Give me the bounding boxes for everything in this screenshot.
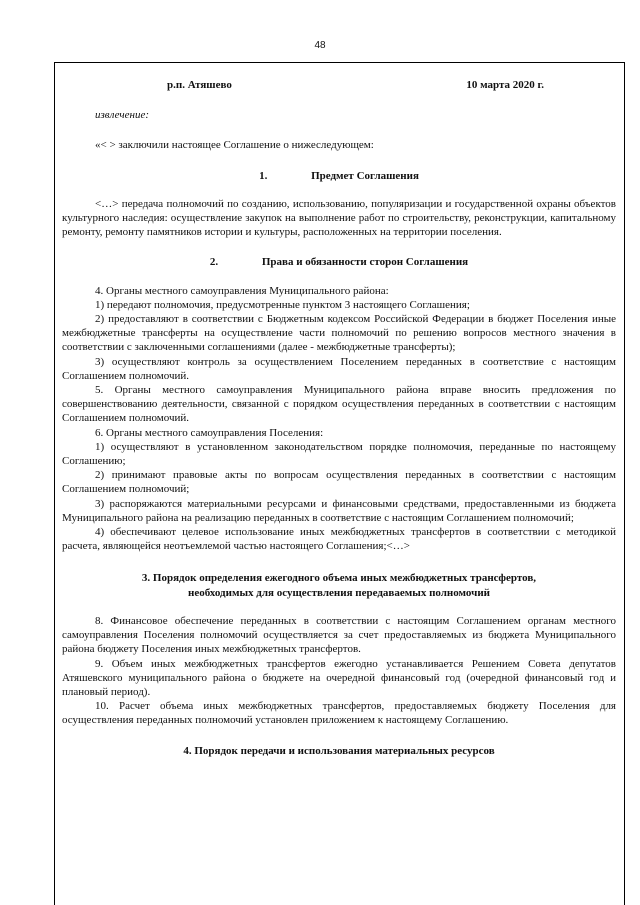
document-body xyxy=(62,78,616,772)
section-3-title-line-2: необходимых для осуществления передаваемых полномочий xyxy=(187,586,491,599)
section-2-paragraph: 3) распоряжаются материальными ресурсами и финансовыми средствами, предоставленными из бюджета Муниципального района на реализацию переданных в соответствие с настоящим Соглашением полномочий; xyxy=(62,497,616,524)
section-3-title-line-1: 3. Порядок определения ежегодного объема иных межбюджетных трансфертов, xyxy=(141,572,537,585)
intro-line: «< > заключили настоящее Соглашение о нижеследующем: xyxy=(95,139,374,152)
section-2-paragraph: 1) осуществляют в установленном законодательством порядке полномочия, переданные по настоящему Соглашению; xyxy=(62,440,616,468)
section-2-title: Права и обязанности сторон Соглашения xyxy=(261,256,469,269)
section-2-paragraph: 6. Органы местного самоуправления Поселения: xyxy=(95,426,324,439)
section-3-paragraph: 8. Финансовое обеспечение переданных в соответствии с настоящим Соглашением органам местного самоуправления Поселения полномочий осуществляется за счет предоставляемых из бюджета Муниципального района бюджету Поселения иных межбюджетных трансфертов. xyxy=(62,614,616,656)
section-3-paragraph: 9. Объем иных межбюджетных трансфертов ежегодно устанавливается Решением Совета депутатов Атяшевского муниципального района о бюджете на очередной финансовый год (очередной финансовый год и плановый период). xyxy=(62,657,616,698)
agreement-header xyxy=(62,78,616,92)
section-2-paragraph: 3) осуществляют контроль за осуществлением Поселением переданных в соответствие с настоящим Соглашением полномочий. xyxy=(62,355,616,382)
section-3-heading xyxy=(62,571,616,599)
section-4-heading: 4. Порядок передачи и использования материальных ресурсов xyxy=(183,744,495,757)
section-1-heading xyxy=(62,169,616,183)
section-2-heading xyxy=(62,255,616,269)
section-2-paragraph: 5. Органы местного самоуправления Муниципального района вправе вносить предложения по совершенствованию деятельности, связанной с порядком осуществления переданных в соответствии с настоящим Соглашением полномочий. xyxy=(62,384,616,425)
section-2-paragraph: 1) передают полномочия, предусмотренные пунктом 3 настоящего Соглашения; xyxy=(95,298,470,311)
section-2-number: 2. xyxy=(209,256,219,269)
section-2-paragraph: 4. Органы местного самоуправления Муниципального района: xyxy=(95,284,389,297)
page-number: 48 xyxy=(314,40,326,51)
section-2-paragraph: 4) обеспечивают целевое использование иных межбюджетных трансфертов в соответствии с методикой расчета, являющейся неотъемлемой частью настоящего Соглашения;<…> xyxy=(62,526,616,553)
section-2-paragraph: 2) принимают правовые акты по вопросам осуществления переданных в соответствии с настоящим Соглашением полномочий; xyxy=(62,469,616,496)
section-3-paragraph: 10. Расчет объема иных межбюджетных трансфертов, предоставляемых бюджету Поселения для осуществления переданных полномочий установлен приложением к настоящему Соглашению. xyxy=(62,700,616,727)
section-1-number: 1. xyxy=(259,169,268,182)
section-1-text: <…> передача полномочий по созданию, использованию, популяризации и государственной охраны объектов культурного наследия: осуществление закупок на выполнение работ по строительству, реконструкции, капитальному ремонту, ремонту памятников истории и культуры, расположенных на территории поселения. xyxy=(62,197,616,239)
place-name: р.п. Атяшево xyxy=(167,79,232,91)
extract-label: извлечение: xyxy=(95,109,150,122)
section-2-paragraph: 2) предоставляют в соответствии с Бюджетным кодексом Российской Федерации в бюджет Поселения иные межбюджетные трансферты на осуществление части полномочий по решению вопросов местного значения в соответствии с заключенными соглашениями (далее - межбюджетные трансферты); xyxy=(62,313,616,354)
agreement-date: 10 марта 2020 г. xyxy=(466,79,544,91)
section-1-title: Предмет Соглашения xyxy=(311,169,419,182)
